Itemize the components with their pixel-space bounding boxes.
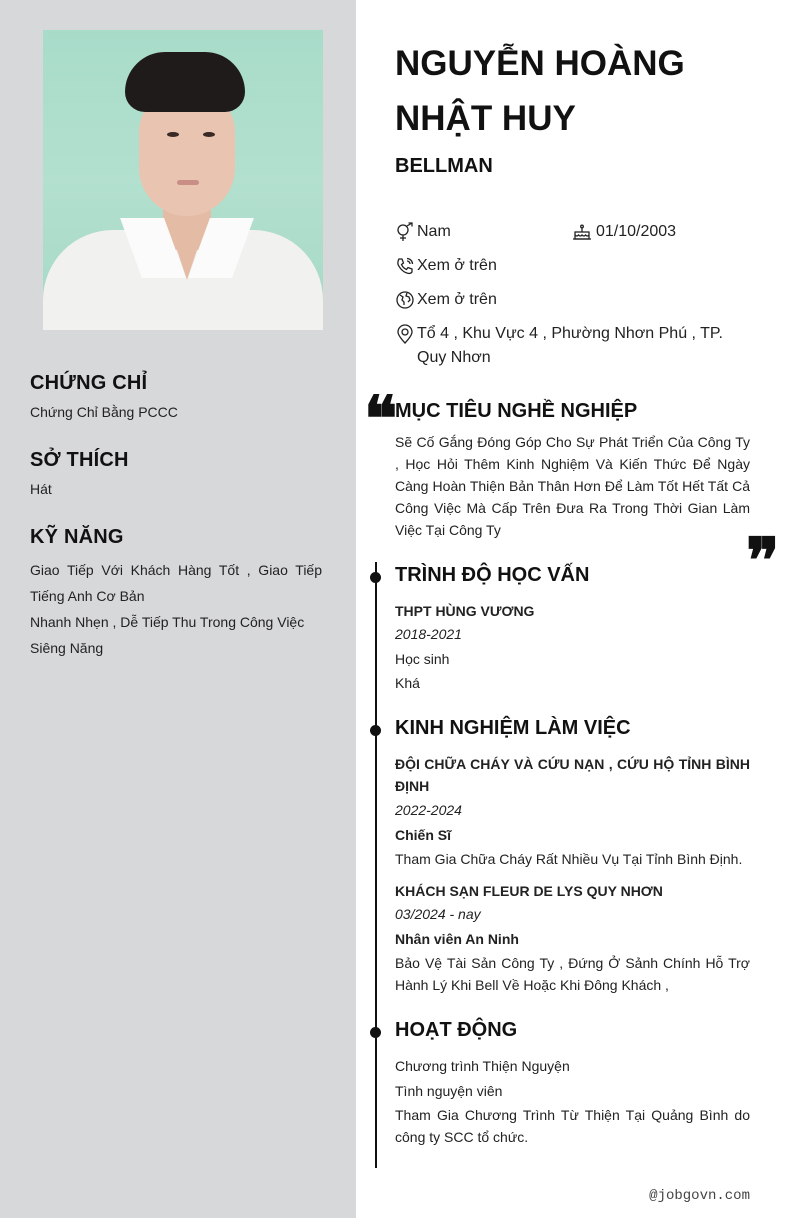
experience-description: Bảo Vệ Tài Sản Công Ty , Đứng Ở Sảnh Chính Hỗ Trợ Hành Lý Khi Bell Về Hoặc Khi Đông Khách , [395,955,750,993]
phone-icon [395,256,415,276]
quote-open-icon: ❝ [364,382,398,455]
phone-value: Xem ở trên [417,257,497,274]
timeline-dot [370,572,381,583]
hobbies-section [30,449,322,502]
experience-position: Nhân viên An Ninh [395,931,519,947]
timeline-dot [370,725,381,736]
activities-title: HOẠT ĐỘNG [395,1019,518,1041]
address-row [395,322,750,370]
job-title: BELLMAN [395,155,493,177]
photo-eye-left [167,132,179,137]
location-pin-icon [395,324,415,344]
education-title: TRÌNH ĐỘ HỌC VẤN [395,564,590,586]
gender-row [395,220,451,244]
experience-position: Chiến Sĩ [395,827,452,843]
activity-description: Tham Gia Chương Trình Từ Thiện Tại Quảng Bình do công ty SCC tổ chức. [395,1107,750,1145]
birthday-row [572,220,676,244]
website-value: Xem ở trên [417,291,497,308]
profile-photo [43,30,323,330]
globe-icon [395,290,415,310]
hobbies-title: SỞ THÍCH [30,449,129,471]
experience-description: Tham Gia Chữa Cháy Rất Nhiều Vụ Tại Tỉnh Bình Định. [395,851,743,867]
candidate-name [395,36,755,146]
quote-close-icon: ❞ [746,524,780,597]
skills-title: KỸ NĂNG [30,526,124,548]
watermark: @jobgovn.com [649,1188,750,1204]
education-period: 2018-2021 [395,626,462,642]
objective-title: MỤC TIÊU NGHỀ NGHIỆP [395,400,638,422]
experience-period: 2022-2024 [395,802,462,818]
experience-company: KHÁCH SẠN FLEUR DE LYS QUY NHƠN [395,883,663,899]
gender-icon [395,222,415,242]
photo-mouth [177,180,199,185]
address-value: Tổ 4 , Khu Vực 4 , Phường Nhơn Phú , TP. Quy Nhơn [417,325,723,366]
experience-title: KINH NGHIỆM LÀM VIỆC [395,717,631,739]
certificates-title: CHỨNG CHỈ [30,372,148,394]
birthday-cake-icon [572,222,592,242]
education-detail: Khá [395,675,420,691]
gender-value: Nam [417,223,451,240]
skill-item: Nhanh Nhẹn , Dễ Tiếp Thu Trong Công Việc [30,614,305,630]
activity-name: Chương trình Thiện Nguyện [395,1058,570,1074]
education-role: Học sinh [395,651,450,667]
experience-company: ĐỘI CHỮA CHÁY VÀ CỨU NẠN , CỨU HỘ TỈNH BÌNH ĐỊNH [395,756,750,794]
skill-item: Giao Tiếp Với Khách Hàng Tốt , Giao Tiếp Tiếng Anh Cơ Bản [30,562,322,604]
phone-row [395,254,497,278]
skills-section [30,526,322,661]
skill-item: Siêng Năng [30,640,104,656]
birthday-value: 01/10/2003 [596,223,677,240]
activity-role: Tình nguyện viên [395,1083,503,1099]
objective-text: Sẽ Cố Gắng Đóng Góp Cho Sự Phát Triển Của Công Ty , Học Hỏi Thêm Kinh Nghiệm Và Kiến Thức Để Ngày Càng Hoàn Thiện Bản Thân Hơn Để Làm Tốt Hết Tất Cả Công Việc Mà Cấp Trên Đưa Ra Trong Thời Gian Làm Việc Tại Công Ty [395,434,750,538]
education-school: THPT HÙNG VƯƠNG [395,603,535,619]
photo-eye-right [203,132,215,137]
photo-hair [125,52,245,112]
certificate-item: Chứng Chỉ Bằng PCCC [30,404,178,420]
name-line-2: NHẬT HUY [395,99,576,138]
website-row [395,288,497,312]
name-line-1: NGUYỄN HOÀNG [395,44,685,83]
timeline-line [375,562,377,1168]
certificates-section [30,372,322,425]
experience-period: 03/2024 - nay [395,906,481,922]
timeline-dot [370,1027,381,1038]
sidebar [0,0,356,1218]
hobby-item: Hát [30,481,52,497]
